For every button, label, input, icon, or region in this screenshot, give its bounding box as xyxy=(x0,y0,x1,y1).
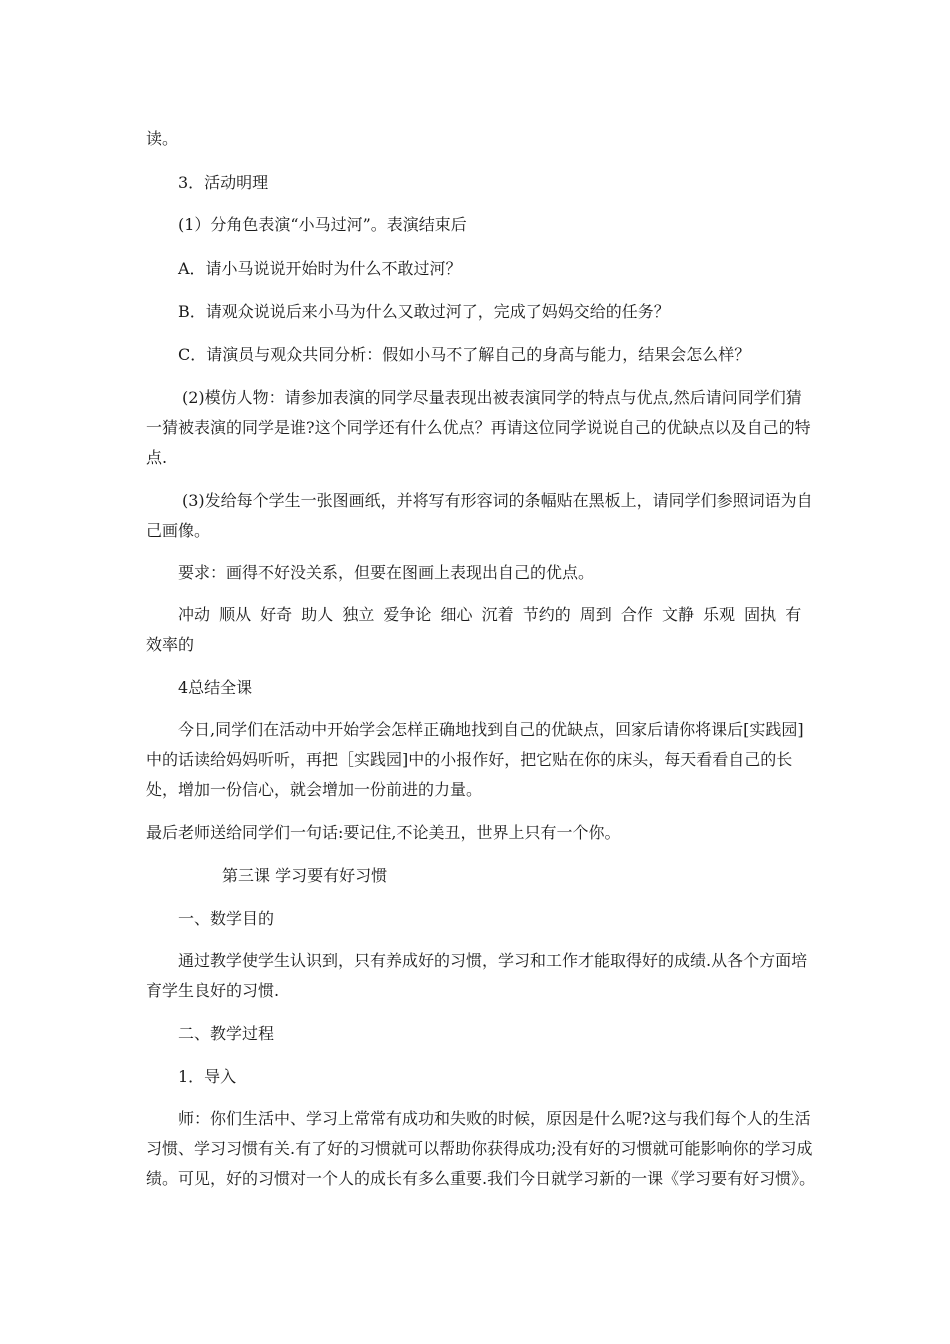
section-heading-summary: 4总结全课 xyxy=(178,678,253,697)
paragraph-vocabulary: 冲动 顺从 好奇 助人 独立 爱争论 细心 沉着 节约的 周到 合作 文静 乐观 固执 有效率的 xyxy=(146,605,802,654)
paragraph-drawing: (3)发给每个学生一张图画纸，并将写有形容词的条幅贴在黑板上，请同学们参照词语为自己画像。 xyxy=(146,491,813,540)
lesson-title: 第三课 学习要有好习惯 xyxy=(222,866,388,885)
paragraph-item-c: C．请演员与观众共同分析：假如小马不了解自己的身高与能力，结果会怎么样？ xyxy=(178,345,751,364)
paragraph-role-play: (1）分角色表演“小马过河”。表演结束后 xyxy=(178,215,467,234)
paragraph-imitate: (2)模仿人物：请参加表演的同学尽量表现出被表演同学的特点与优点,然后请问同学们猜一猜被表演的同学是谁?这个同学还有什么优点？再请这位同学说说自己的优缺点以及自己的特点. xyxy=(146,388,811,467)
paragraph-closing: 最后老师送给同学们一句话:要记住,不论美丑，世界上只有一个你。 xyxy=(146,823,621,842)
paragraph-requirement: 要求：画得不好没关系，但要在图画上表现出自己的优点。 xyxy=(178,563,595,582)
section-heading-process: 二、教学过程 xyxy=(178,1024,275,1043)
section-heading-intro: 1．导入 xyxy=(178,1067,237,1086)
paragraph-summary: 今日,同学们在活动中开始学会怎样正确地找到自己的优缺点，回家后请你将课后[实践园]中的话读给妈妈听听，再把［实践园]中的小报作好，把它贴在你的床头，每天看看自己的长处，增加一份信心，就会增加一份前进的力量。 xyxy=(146,720,804,799)
section-heading-goals: 一、数学目的 xyxy=(178,909,275,928)
paragraph-continuation: 读。 xyxy=(146,129,179,148)
paragraph-teacher-intro: 师：你们生活中、学习上常常有成功和失败的时候，原因是什么呢?这与我们每个人的生活习惯、学习习惯有关.有了好的习惯就可以帮助你获得成功;没有好的习惯就可能影响你的学习成绩。可见，好的习惯对一个人的成长有多么重要.我们今日就学习新的一课《学习要有好习惯》。 xyxy=(146,1109,816,1188)
paragraph-item-a: A．请小马说说开始时为什么不敢过河？ xyxy=(178,259,462,278)
section-heading-activity: 3．活动明理 xyxy=(178,173,269,192)
paragraph-goals: 通过教学使学生认识到，只有养成好的习惯，学习和工作才能取得好的成绩.从各个方面培育学生良好的习惯. xyxy=(146,951,808,1000)
paragraph-item-b: B．请观众说说后来小马为什么又敢过河了，完成了妈妈交给的任务？ xyxy=(178,302,670,321)
